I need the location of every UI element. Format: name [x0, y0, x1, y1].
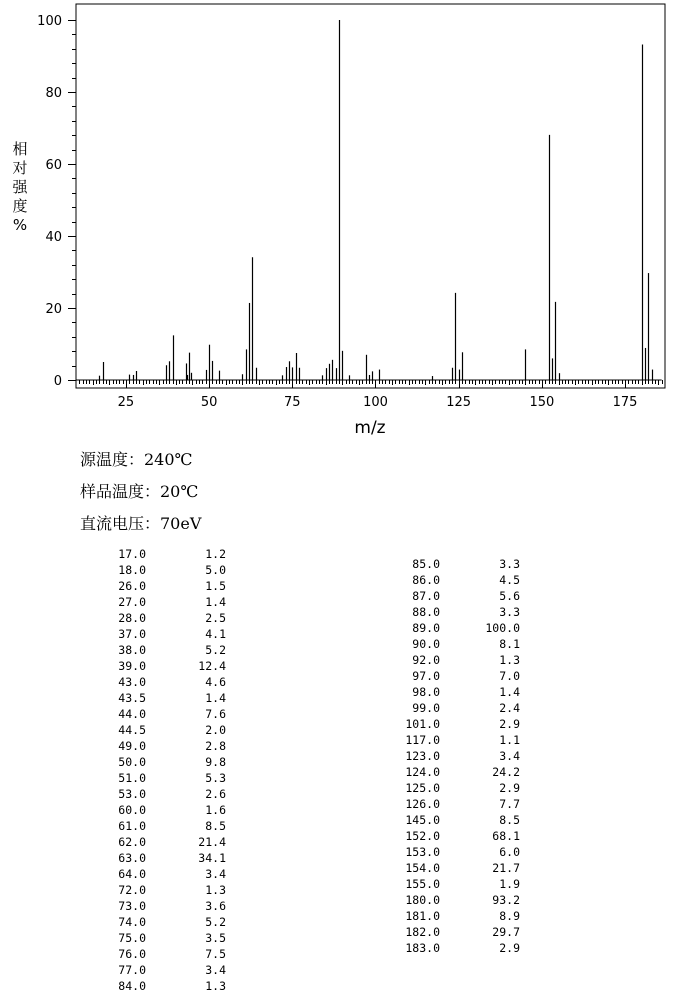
mz-value: 123.0 [405, 749, 440, 763]
abundance-value: 5.3 [205, 771, 226, 785]
abundance-value: 1.3 [205, 979, 226, 993]
abundance-value: 3.4 [205, 963, 226, 977]
abundance-value: 29.7 [492, 925, 520, 939]
abundance-value: 9.8 [205, 755, 226, 769]
mz-value: 60.0 [118, 803, 146, 817]
abundance-value: 2.5 [205, 611, 226, 625]
mz-value: 61.0 [118, 819, 146, 833]
mz-value: 18.0 [118, 563, 146, 577]
y-axis-label-char: 对 [12, 159, 28, 177]
abundance-value: 4.1 [205, 627, 226, 641]
abundance-value: 3.6 [205, 899, 226, 913]
mz-value: 124.0 [405, 765, 440, 779]
abundance-value: 2.6 [205, 787, 226, 801]
dc-voltage: 直流电压：70eV [80, 514, 202, 533]
abundance-value: 2.4 [499, 701, 520, 715]
abundance-value: 8.9 [499, 909, 520, 923]
abundance-value: 1.5 [205, 579, 226, 593]
mz-value: 86.0 [412, 573, 440, 587]
abundance-value: 7.0 [499, 669, 520, 683]
mz-value: 87.0 [412, 589, 440, 603]
mz-value: 39.0 [118, 659, 146, 673]
abundance-value: 100.0 [485, 621, 520, 635]
mz-value: 182.0 [405, 925, 440, 939]
mz-value: 43.5 [118, 691, 146, 705]
abundance-value: 1.4 [499, 685, 520, 699]
abundance-value: 8.5 [205, 819, 226, 833]
y-axis-label-char: 强 [12, 178, 28, 196]
mass-spectrum-chart [0, 0, 680, 445]
mz-value: 85.0 [412, 557, 440, 571]
abundance-value: 1.1 [499, 733, 520, 747]
abundance-value: 68.1 [492, 829, 520, 843]
abundance-value: 1.4 [205, 595, 226, 609]
abundance-value: 4.6 [205, 675, 226, 689]
mz-value: 49.0 [118, 739, 146, 753]
y-tick-label: 100 [37, 14, 62, 29]
mz-value: 84.0 [118, 979, 146, 993]
abundance-value: 5.2 [205, 915, 226, 929]
mz-value: 62.0 [118, 835, 146, 849]
abundance-value: 93.2 [492, 893, 520, 907]
x-tick-label: 100 [363, 395, 388, 410]
abundance-value: 2.9 [499, 781, 520, 795]
y-tick-label: 40 [45, 230, 62, 245]
mz-value: 153.0 [405, 845, 440, 859]
mz-value: 43.0 [118, 675, 146, 689]
abundance-value: 4.5 [499, 573, 520, 587]
mz-value: 99.0 [412, 701, 440, 715]
mz-value: 38.0 [118, 643, 146, 657]
abundance-value: 2.0 [205, 723, 226, 737]
abundance-value: 5.0 [205, 563, 226, 577]
y-tick-label: 80 [45, 86, 62, 101]
abundance-value: 34.1 [198, 851, 226, 865]
x-tick-label: 75 [284, 395, 301, 410]
abundance-value: 5.6 [499, 589, 520, 603]
mz-value: 44.5 [118, 723, 146, 737]
mz-value: 180.0 [405, 893, 440, 907]
mz-value: 53.0 [118, 787, 146, 801]
mz-value: 75.0 [118, 931, 146, 945]
mz-value: 117.0 [405, 733, 440, 747]
mz-value: 101.0 [405, 717, 440, 731]
abundance-value: 3.5 [205, 931, 226, 945]
y-axis-label-char: % [12, 216, 28, 234]
abundance-value: 7.7 [499, 797, 520, 811]
mz-value: 77.0 [118, 963, 146, 977]
instrument-params [80, 448, 201, 544]
mz-value: 73.0 [118, 899, 146, 913]
mz-value: 37.0 [118, 627, 146, 641]
mz-value: 63.0 [118, 851, 146, 865]
mz-value: 72.0 [118, 883, 146, 897]
mz-value: 76.0 [118, 947, 146, 961]
y-axis-label-char: 相 [12, 140, 28, 158]
mz-value: 155.0 [405, 877, 440, 891]
abundance-value: 5.2 [205, 643, 226, 657]
mz-value: 152.0 [405, 829, 440, 843]
y-tick-label: 60 [45, 158, 62, 173]
abundance-value: 12.4 [198, 659, 226, 673]
mz-value: 88.0 [412, 605, 440, 619]
x-tick-label: 175 [612, 395, 638, 410]
mz-value: 64.0 [118, 867, 146, 881]
mz-value: 183.0 [405, 941, 440, 955]
x-axis-label: m/z [354, 418, 386, 438]
y-tick-label: 20 [45, 302, 62, 317]
abundance-value: 3.4 [205, 867, 226, 881]
y-axis-label [10, 140, 30, 235]
mz-value: 145.0 [405, 813, 440, 827]
x-tick-label: 25 [117, 395, 135, 410]
abundance-value: 2.9 [499, 717, 520, 731]
x-tick-label: 150 [529, 395, 555, 410]
mz-value: 89.0 [412, 621, 440, 635]
abundance-value: 1.6 [205, 803, 226, 817]
abundance-value: 3.3 [499, 557, 520, 571]
abundance-value: 6.0 [499, 845, 520, 859]
mz-value: 51.0 [118, 771, 146, 785]
x-tick-label: 125 [446, 395, 472, 410]
abundance-value: 2.9 [499, 941, 520, 955]
abundance-value: 1.3 [499, 653, 520, 667]
mz-value: 97.0 [412, 669, 440, 683]
abundance-value: 8.5 [499, 813, 520, 827]
sample-temperature: 样品温度：20℃ [80, 482, 199, 501]
abundance-value: 2.8 [205, 739, 226, 753]
y-axis-label-char: 度 [12, 197, 28, 215]
mz-value: 26.0 [118, 579, 146, 593]
abundance-value: 1.3 [205, 883, 226, 897]
abundance-value: 1.2 [205, 547, 226, 561]
mz-value: 44.0 [118, 707, 146, 721]
y-tick-label: 0 [53, 374, 62, 389]
mz-value: 125.0 [405, 781, 440, 795]
abundance-value: 1.4 [205, 691, 226, 705]
mz-value: 98.0 [412, 685, 440, 699]
mz-value: 74.0 [118, 915, 146, 929]
mz-value: 27.0 [118, 595, 146, 609]
abundance-value: 21.7 [492, 861, 520, 875]
abundance-value: 7.5 [205, 947, 226, 961]
abundance-value: 8.1 [499, 637, 520, 651]
source-temperature: 源温度：240℃ [80, 450, 193, 469]
mz-value: 50.0 [118, 755, 146, 769]
abundance-value: 7.6 [205, 707, 226, 721]
mz-value: 17.0 [118, 547, 146, 561]
mz-value: 154.0 [405, 861, 440, 875]
mz-value: 28.0 [118, 611, 146, 625]
mz-value: 90.0 [412, 637, 440, 651]
mz-value: 92.0 [412, 653, 440, 667]
plot-frame [76, 4, 665, 388]
abundance-value: 21.4 [198, 835, 226, 849]
abundance-value: 3.3 [499, 605, 520, 619]
abundance-value: 24.2 [492, 765, 520, 779]
abundance-value: 3.4 [499, 749, 520, 763]
abundance-value: 1.9 [499, 877, 520, 891]
mz-value: 126.0 [405, 797, 440, 811]
mz-value: 181.0 [405, 909, 440, 923]
x-tick-label: 50 [200, 395, 218, 410]
